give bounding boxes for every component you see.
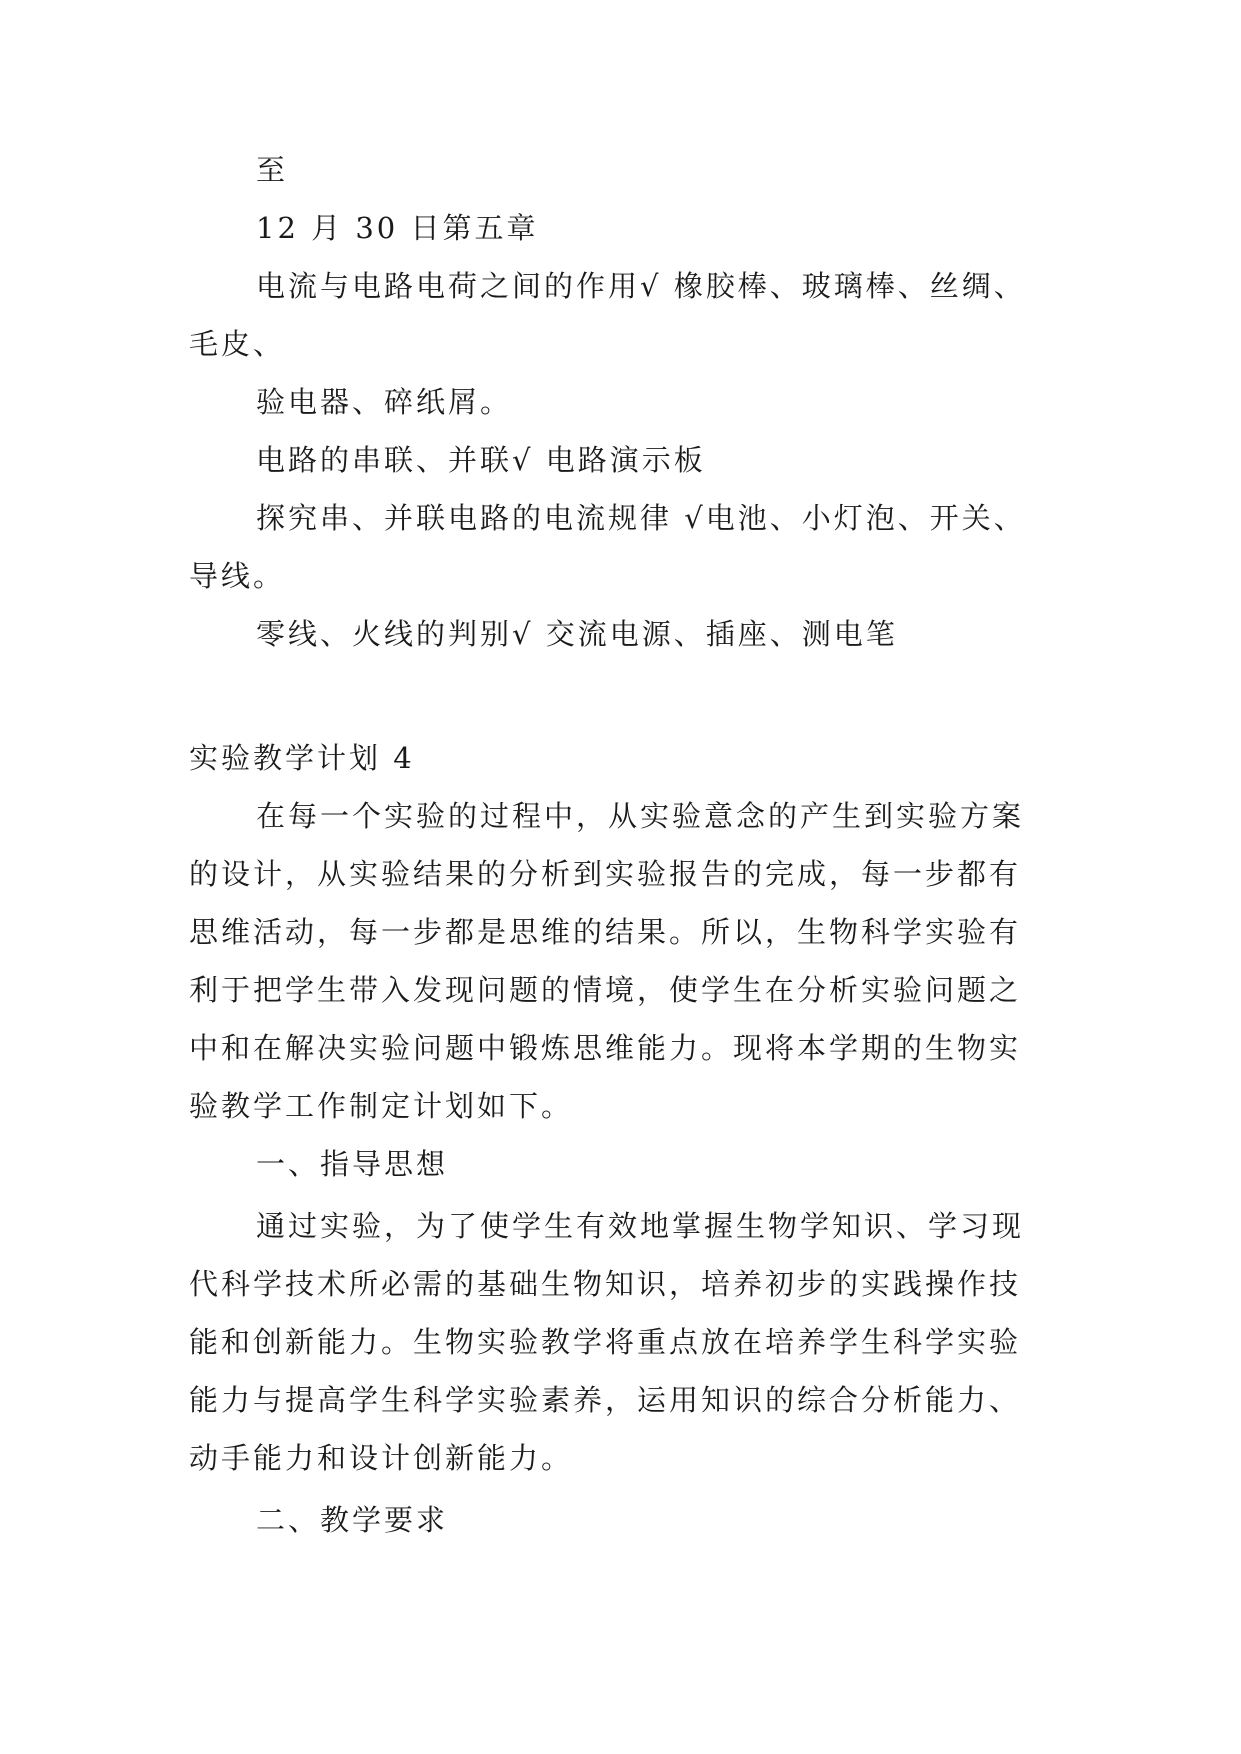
text-line: 探究串、并联电路的电流规律 √电池、小灯泡、开关、	[256, 501, 1026, 535]
paragraph-line: 利于把学生带入发现问题的情境，使学生在分析实验问题之	[189, 973, 1022, 1007]
paragraph-line: 动手能力和设计创新能力。	[189, 1441, 574, 1475]
paragraph-line: 代科学技术所必需的基础生物知识，培养初步的实践操作技	[189, 1267, 1022, 1301]
heading-guiding-ideology: 一、指导思想	[256, 1147, 449, 1181]
text-line: 电流与电路电荷之间的作用√ 橡胶棒、玻璃棒、丝绸、	[256, 269, 1026, 303]
text-line: 验电器、碎纸屑。	[256, 385, 513, 419]
paragraph-line: 通过实验，为了使学生有效地掌握生物学知识、学习现	[256, 1209, 1025, 1243]
heading-teaching-requirements: 二、教学要求	[256, 1503, 449, 1537]
text-line: 12 月 30 日第五章	[256, 211, 539, 245]
paragraph-line: 验教学工作制定计划如下。	[189, 1089, 574, 1123]
text-line: 至	[256, 153, 289, 187]
paragraph-line: 的设计，从实验结果的分析到实验报告的完成，每一步都有	[189, 857, 1022, 891]
paragraph-line: 在每一个实验的过程中，从实验意念的产生到实验方案	[256, 799, 1025, 833]
text-line: 电路的串联、并联√ 电路演示板	[256, 443, 706, 477]
paragraph-line: 思维活动，每一步都是思维的结果。所以，生物科学实验有	[189, 915, 1022, 949]
text-line: 导线。	[189, 559, 286, 593]
paragraph-line: 能和创新能力。生物实验教学将重点放在培养学生科学实验	[189, 1325, 1022, 1359]
paragraph-line: 中和在解决实验问题中锻炼思维能力。现将本学期的生物实	[189, 1031, 1022, 1065]
text-line: 零线、火线的判别√ 交流电源、插座、测电笔	[256, 617, 898, 651]
paragraph-line: 能力与提高学生科学实验素养，运用知识的综合分析能力、	[189, 1383, 1022, 1417]
section-title: 实验教学计划 4	[189, 741, 415, 775]
text-line: 毛皮、	[189, 327, 286, 361]
